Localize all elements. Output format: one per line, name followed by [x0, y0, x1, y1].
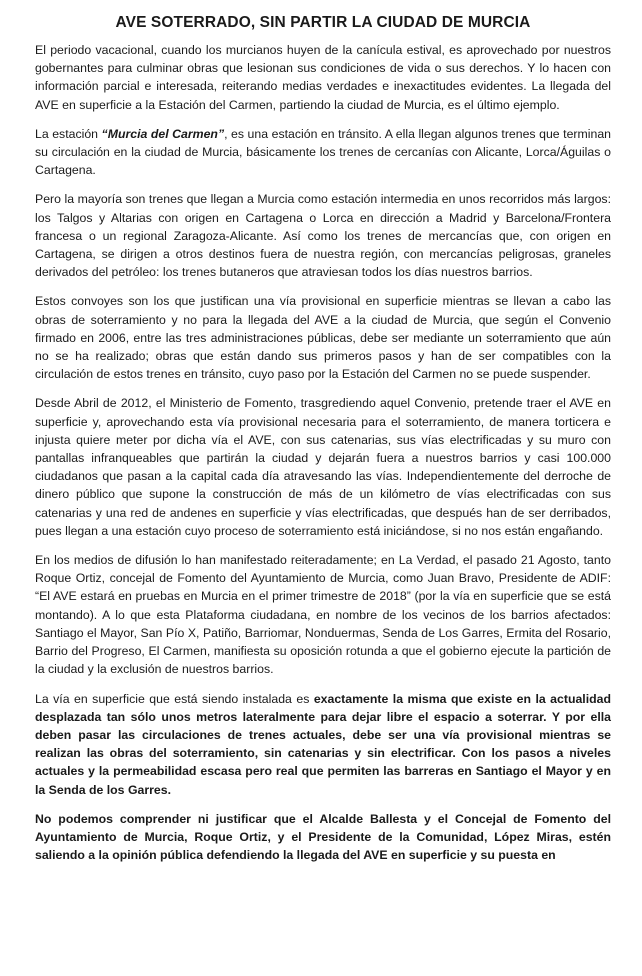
document-title: AVE SOTERRADO, SIN PARTIR LA CIUDAD DE MURCIA [115, 14, 531, 31]
paragraph-2 [35, 125, 611, 180]
paragraph-3: Pero la mayoría son trenes que llegan a Murcia como estación intermedia en unos recorridos más largos: los Talgos y Altarias con origen en Cartagena o Lorca en dirección a Madrid y Barcelona/Frontera francesa o un regional Zaragoza-Alicante. Así como los trenes de mercancías que, con origen en Cartagena, se dirigen a otros destinos fuera de nuestra región, con mercancías peligrosas, graneles derivados del petróleo: los trenes butaneros que atraviesan todos los días nuestros barrios. [35, 192, 611, 280]
paragraph-2-lead: La estación [35, 126, 102, 141]
paragraph-7 [35, 690, 611, 799]
paragraph-2-rest: , es una estación en tránsito. A ella llegan algunos trenes que terminan su circulación en la ciudad de Murcia, básicamente los trenes de cercanías con Alicante, Lorca/Águilas o Cartagena. [35, 126, 611, 178]
station-name-emphasis: “Murcia del Carmen” [101, 126, 225, 141]
paragraph-8: No podemos comprender ni justificar que el Alcalde Ballesta y el Concejal de Fomento del Ayuntamiento de Murcia, Roque Ortiz, y el Presidente de la Comunidad, López Miras, estén saliendo a la opinión pública defendiendo la llegada del AVE en superficie y su puesta en [35, 811, 611, 863]
paragraph-7-lead: La vía en superficie que está siendo instalada es [35, 691, 314, 706]
paragraph-5: Desde Abril de 2012, el Ministerio de Fomento, trasgrediendo aquel Convenio, pretende traer el AVE en superficie y, aprovechando esta vía provisional necesaria para el soterramiento, de manera torticera e injusta quiere meter por dicha vía el AVE, con sus catenarias, sus vías electrificadas y su muro con pantallas infranqueables que partirán la ciudad y dejarán fuera a nuestros barrios y casi 100.000 ciudadanos que pasan a la capital cada día atravesando las vías. Independientemente del derroche de dinero público que supone la construcción de más de un kilómetro de vías electrificadas con sus catenarias y una red de andenes en superficie y vías electrificadas, que después han de ser derribados, pues llegan a una estación cuyo proceso de soterramiento está iniciándose, si no nos están engañando. [35, 396, 611, 538]
paragraph-7-bold: exactamente la misma que existe en la actualidad desplazada tan sólo unos metros lateralmente para dejar libre el espacio a soterrar. Y por ella deben pasar las circulaciones de trenes actuales, debe ser una vía provisional mientras se realizan las obras del soterramiento, sin catenarias y sin electrificar. Con los pasos a niveles actuales y la permeabilidad escasa pero real que permiten las barreras en Santiago el Mayor y en la Senda de los Garres. [35, 691, 611, 797]
paragraph-6: En los medios de difusión lo han manifestado reiteradamente; en La Verdad, el pasado 21 Agosto, tanto Roque Ortiz, concejal de Fomento del Ayuntamiento de Murcia, como Juan Bravo, Presidente de ADIF: “El AVE estará en pruebas en Murcia en el primer trimestre de 2018” (por la vía en superficie que se está montando). A lo que esta Plataforma ciudadana, en nombre de los vecinos de los barrios afectados: Santiago el Mayor, San Pío X, Patiño, Barriomar, Nonduermas, Senda de Los Garres, Ermita del Rosario, Barrio del Progreso, El Carmen, manifiesta su oposición rotunda a que el gobierno ejecute la partición de la ciudad y la exclusión de nuestros barrios. [35, 553, 611, 677]
paragraph-4: Estos convoyes son los que justifican una vía provisional en superficie mientras se llevan a cabo las obras de soterramiento y no para la llegada del AVE a la ciudad de Murcia, que según el Convenio firmado en 2006, entre las tres administraciones públicas, debe ser mediante un soterramiento que aún no se ha realizado; obras que están dando sus primeros pasos y han de ser compatibles con la circulación de estos trenes en tránsito, cuyo paso por la Estación del Carmen no se puede suspender. [35, 294, 611, 382]
paragraph-1: El periodo vacacional, cuando los murcianos huyen de la canícula estival, es aprovechado por nuestros gobernantes para culminar obras que lesionan sus condiciones de vida o sus derechos. Y lo hacen con información parcial e interesada, reiterando medias verdades e inexactitudes evidentes. La llegada del AVE en superficie a la Estación del Carmen, partiendo la ciudad de Murcia, es el último ejemplo. [35, 43, 611, 112]
